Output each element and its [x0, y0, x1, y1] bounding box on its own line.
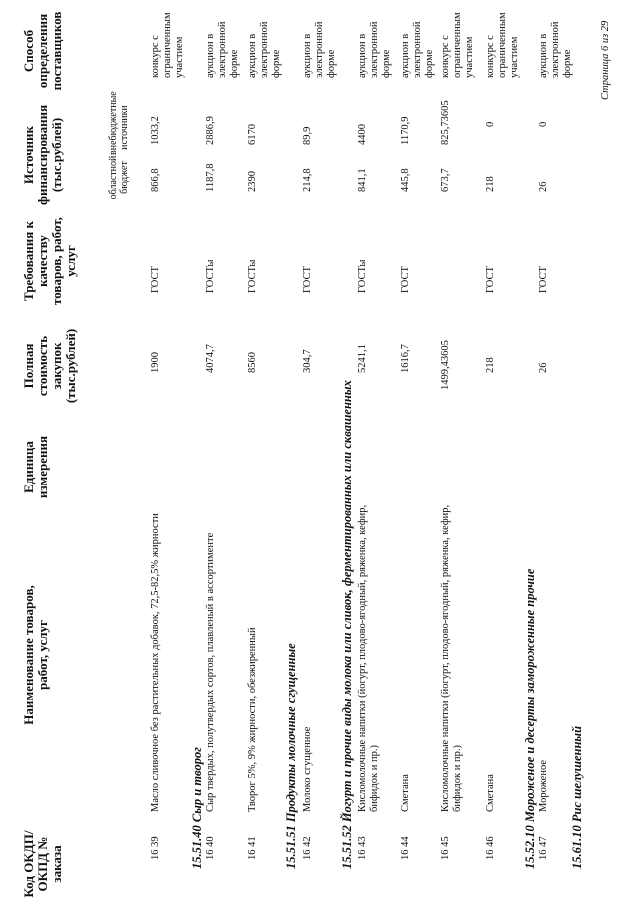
row-method: аукцион в электронной форме [357, 21, 392, 78]
header-code: Код ОКДП/ ОКПД № заказа [21, 830, 64, 898]
row-cost: 4074,7 [205, 344, 216, 373]
group-heading: 15.52.10 Мороженое и десерты замороженные прочие [523, 568, 537, 869]
row-name: Мороженое [538, 760, 549, 812]
row-name: Сметана [400, 774, 411, 812]
row-code: 16 41 [247, 836, 258, 860]
row-name: Творог 5%, 9% жирности, обезжиренный [247, 627, 258, 812]
row-method: аукцион в электронной форме [400, 21, 435, 78]
row-regional: 866,8 [150, 168, 161, 192]
header-financing: Источник финансирования (тыс.рублей) [21, 104, 64, 205]
row-regional: 218 [485, 176, 496, 192]
row-method: конкурс с ограниченным участием [485, 12, 520, 78]
header-financing-regional: областной бюджет [108, 155, 130, 200]
header-requirements: Требования к качеству товаров, работ, услуг [21, 217, 78, 305]
row-extra: 4400 [357, 124, 368, 145]
page-number: Страница 6 из 29 [600, 20, 611, 100]
row-regional: 445,8 [400, 168, 411, 192]
header-name: Наименование товаров, работ, услуг [21, 585, 50, 725]
row-cost: 26 [538, 362, 549, 373]
row-extra: 6170 [247, 124, 258, 145]
row-extra: 89,9 [302, 126, 313, 145]
row-regional: 1187,8 [205, 163, 216, 192]
row-extra: 825,73605 [440, 100, 451, 145]
row-requirements: ГОСТ [400, 266, 411, 293]
row-name: Масло сливочное без растительных добавок, 72,5-82,5% жирности [150, 513, 161, 812]
row-requirements: ГОСТ [538, 266, 549, 293]
row-code: 16 47 [538, 836, 549, 860]
row-cost: 5241,1 [357, 344, 368, 373]
row-code: 16 42 [302, 836, 313, 860]
row-code: 16 40 [205, 836, 216, 860]
row-code: 16 44 [400, 836, 411, 860]
row-method: конкурс с ограниченным участием [440, 12, 475, 78]
row-cost: 1499,43605 [440, 340, 451, 390]
row-name: Кисломолочные напитки (йогурт, плодово-ягодный, ряженка, кефир, бифидок и пр.) [357, 504, 380, 812]
row-requirements: ГОСТы [357, 259, 368, 293]
row-extra: 1033,2 [150, 116, 161, 145]
header-unit: Единица измерения [21, 435, 50, 499]
row-extra: 0 [538, 121, 549, 127]
row-requirements: ГОСТ [302, 266, 313, 293]
row-name: Кисломолочные напитки (йогурт, плодово-ягодный, ряженка, кефир, бифидок и пр.) [440, 504, 463, 812]
row-method: конкурс с ограниченным участием [150, 12, 185, 78]
row-code: 16 43 [357, 836, 368, 860]
row-cost: 1900 [150, 352, 161, 373]
header-financing-extra: внебюджетные источники [108, 91, 130, 155]
row-requirements: ГОСТы [247, 259, 258, 293]
row-regional: 214,8 [302, 168, 313, 192]
row-regional: 673,7 [440, 168, 451, 192]
row-cost: 8560 [247, 352, 258, 373]
group-heading: 15.51.51 Продукты молочные сгущенные [284, 643, 298, 869]
group-heading: 15.61.10 Рис шелушенный [570, 725, 584, 869]
row-name: Сыр твердых, полутвердых сортов, плавленый в ассортименте [205, 532, 216, 812]
row-requirements: ГОСТы [205, 259, 216, 293]
row-extra: 0 [485, 121, 496, 127]
group-heading: 15.51.52 Йогурт и прочие виды молока или сливок, ферментированных или сквашенных [340, 380, 354, 869]
row-regional: 841,1 [357, 168, 368, 192]
row-requirements: ГОСТ [150, 266, 161, 293]
row-method: аукцион в электронной форме [302, 21, 337, 78]
row-code: 16 39 [150, 836, 161, 860]
row-cost: 304,7 [302, 349, 313, 373]
row-extra: 2886,9 [205, 116, 216, 145]
row-regional: 26 [538, 181, 549, 192]
row-name: Сметана [485, 774, 496, 812]
row-extra: 1170,9 [400, 116, 411, 145]
row-name: Молоко сгущенное [302, 726, 313, 812]
row-method: аукцион в электронной форме [538, 21, 573, 78]
row-requirements: ГОСТ [485, 266, 496, 293]
row-regional: 2390 [247, 171, 258, 192]
header-cost: Полная стоимость закупок (тыс.рублей) [21, 328, 78, 404]
row-code: 16 46 [485, 836, 496, 860]
row-code: 16 45 [440, 836, 451, 860]
header-method: Способ определения поставщиков [21, 11, 64, 91]
row-cost: 218 [485, 357, 496, 373]
row-cost: 1616,7 [400, 344, 411, 373]
group-heading: 15.51.40 Сыр и творог [190, 747, 204, 869]
row-method: аукцион в электронной форме [205, 21, 240, 78]
row-method: аукцион в электронной форме [247, 21, 282, 78]
